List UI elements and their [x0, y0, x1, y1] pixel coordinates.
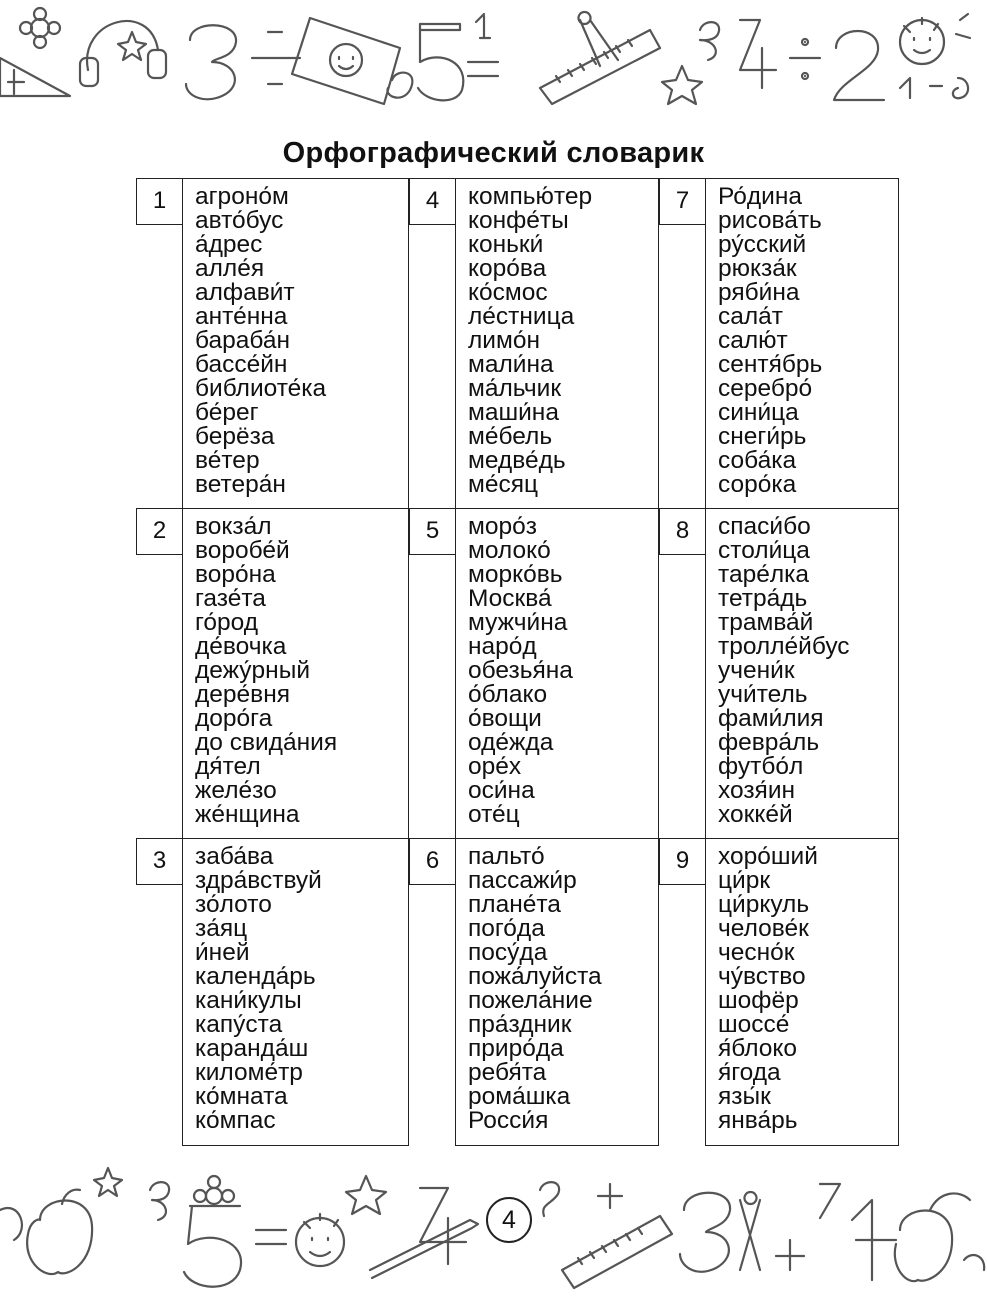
group-number-9: 9 [659, 838, 706, 885]
dictionary-word: ци́ркуль [718, 891, 810, 918]
dictionary-word: ме́сяц [468, 471, 539, 498]
dictionary-word: сини́ца [718, 399, 799, 426]
dictionary-word: календа́рь [195, 963, 316, 990]
dictionary-word: пого́да [468, 915, 545, 942]
dictionary-word: ци́рк [718, 867, 771, 894]
dictionary-word: маши́на [468, 399, 559, 426]
dictionary-word: ребя́та [468, 1059, 547, 1086]
dictionary-word: дежу́рный [195, 657, 311, 684]
dictionary-word: чесно́к [718, 939, 795, 966]
word-list-4 [455, 178, 659, 509]
dictionary-word: за́яц [195, 915, 248, 942]
dictionary-word: здра́вствуй [195, 867, 322, 894]
dictionary-word: рюкза́к [718, 255, 797, 282]
dictionary-word: сала́т [718, 303, 784, 330]
dictionary-word: пожа́луйста [468, 963, 602, 990]
dictionary-word: ме́бель [468, 423, 553, 450]
dictionary-word: мали́на [468, 351, 554, 378]
word-list-5 [455, 508, 659, 839]
dictionary-word: де́вочка [195, 633, 287, 660]
dictionary-word: пра́здник [468, 1011, 572, 1038]
dictionary-word: ко́смос [468, 279, 548, 306]
dictionary-word: а́дрес [195, 231, 263, 258]
dictionary-word: воробе́й [195, 537, 290, 564]
group-number-4: 4 [409, 178, 456, 225]
dictionary-word: Москва́ [468, 585, 552, 612]
dictionary-word: анте́нна [195, 303, 288, 330]
dictionary-word: оси́на [468, 777, 535, 804]
dictionary-word: го́род [195, 609, 259, 636]
dictionary-word: соба́ка [718, 447, 797, 474]
dictionary-word: ма́льчик [468, 375, 562, 402]
dictionary-word: желе́зо [195, 777, 277, 804]
dictionary-word: чу́вство [718, 963, 806, 990]
dictionary-word: о́вощи [468, 705, 542, 732]
dictionary-word: фами́лия [718, 705, 824, 732]
dictionary-word: язы́к [718, 1083, 771, 1110]
dictionary-word: столи́ца [718, 537, 810, 564]
dictionary-word: дере́вня [195, 681, 290, 708]
word-list-9 [705, 838, 899, 1146]
dictionary-word: коньки́ [468, 231, 544, 258]
dictionary-word: тетра́дь [718, 585, 808, 612]
dictionary-word: ле́стница [468, 303, 575, 330]
dictionary-word: оте́ц [468, 801, 520, 828]
word-list-8 [705, 508, 899, 839]
dictionary-word: ко́мпас [195, 1107, 276, 1134]
dictionary-word: хозя́ин [718, 777, 796, 804]
word-list-3 [182, 838, 409, 1146]
dictionary-word: февра́ль [718, 729, 820, 756]
header-doodles-art [0, 0, 987, 112]
dictionary-word: рома́шка [468, 1083, 571, 1110]
dictionary-word: и́ней [195, 939, 250, 966]
dictionary-word: бассе́йн [195, 351, 288, 378]
dictionary-word: коро́ва [468, 255, 547, 282]
dictionary-word: бе́рег [195, 399, 259, 426]
dictionary-word: доро́га [195, 705, 273, 732]
dictionary-word: Росси́я [468, 1107, 549, 1134]
word-list-7 [705, 178, 899, 509]
page-title: Орфографический словарик [282, 137, 705, 170]
dictionary-word: янва́рь [718, 1107, 798, 1134]
page-number: 4 [486, 1197, 532, 1243]
dictionary-word: обезья́на [468, 657, 573, 684]
group-number-3: 3 [136, 838, 183, 885]
dictionary-word: ко́мната [195, 1083, 288, 1110]
group-number-8: 8 [659, 508, 706, 555]
group-number-7: 7 [659, 178, 706, 225]
dictionary-word: серебро́ [718, 375, 813, 402]
dictionary-word: шофёр [718, 987, 799, 1014]
dictionary-word: библиоте́ка [195, 375, 327, 402]
dictionary-word: приро́да [468, 1035, 564, 1062]
dictionary-word: дя́тел [195, 753, 261, 780]
dictionary-word: мужчи́на [468, 609, 568, 636]
group-number-2: 2 [136, 508, 183, 555]
dictionary-word: моро́з [468, 513, 537, 540]
dictionary-word: лимо́н [468, 327, 540, 354]
dictionary-word: учи́тель [718, 681, 808, 708]
dictionary-word: соро́ка [718, 471, 797, 498]
dictionary-word: молоко́ [468, 537, 551, 564]
dictionary-word: таре́лка [718, 561, 810, 588]
word-list-2 [182, 508, 409, 839]
dictionary-word: до свида́ния [195, 729, 338, 756]
dictionary-word: ру́сский [718, 231, 807, 258]
dictionary-word: кани́кулы [195, 987, 302, 1014]
dictionary-word: конфе́ты [468, 207, 569, 234]
dictionary-word: морко́вь [468, 561, 563, 588]
dictionary-word: берёза [195, 423, 275, 450]
dictionary-word: пожела́ние [468, 987, 593, 1014]
dictionary-word: же́нщина [195, 801, 300, 828]
dictionary-word: я́блоко [718, 1035, 798, 1062]
dictionary-word: капу́ста [195, 1011, 283, 1038]
dictionary-word: пальто́ [468, 843, 545, 870]
dictionary-word: ве́тер [195, 447, 260, 474]
dictionary-word: сентя́брь [718, 351, 823, 378]
dictionary-word: шоссе́ [718, 1011, 790, 1038]
group-number-5: 5 [409, 508, 456, 555]
dictionary-word: оре́х [468, 753, 522, 780]
dictionary-word: авто́бус [195, 207, 284, 234]
dictionary-grid [134, 178, 899, 1146]
group-number-1: 1 [136, 178, 183, 225]
dictionary-word: я́года [718, 1059, 781, 1086]
dictionary-word: агроно́м [195, 183, 289, 210]
dictionary-word: хоро́ший [718, 843, 818, 870]
dictionary-word: пассажи́р [468, 867, 577, 894]
dictionary-word: ветера́н [195, 471, 286, 498]
dictionary-word: хокке́й [718, 801, 793, 828]
dictionary-word: Ро́дина [718, 183, 803, 210]
dictionary-word: алле́я [195, 255, 265, 282]
dictionary-word: тролле́йбус [718, 633, 850, 660]
dictionary-word: трамва́й [718, 609, 814, 636]
group-number-6: 6 [409, 838, 456, 885]
dictionary-word: спаси́бо [718, 513, 811, 540]
dictionary-word: снеги́рь [718, 423, 807, 450]
dictionary-word: вокза́л [195, 513, 272, 540]
dictionary-word: о́блако [468, 681, 548, 708]
dictionary-word: футбо́л [718, 753, 804, 780]
dictionary-word: посу́да [468, 939, 548, 966]
dictionary-word: ряби́на [718, 279, 800, 306]
dictionary-word: рисова́ть [718, 207, 822, 234]
dictionary-word: каранда́ш [195, 1035, 309, 1062]
dictionary-word: медве́дь [468, 447, 566, 474]
dictionary-word: компью́тер [468, 183, 593, 210]
dictionary-word: зо́лото [195, 891, 272, 918]
dictionary-word: учени́к [718, 657, 795, 684]
word-list-1 [182, 178, 409, 509]
word-list-6 [455, 838, 659, 1146]
dictionary-word: оде́жда [468, 729, 554, 756]
dictionary-word: киломе́тр [195, 1059, 303, 1086]
dictionary-word: воро́на [195, 561, 276, 588]
dictionary-word: плане́та [468, 891, 561, 918]
dictionary-word: заба́ва [195, 843, 274, 870]
dictionary-word: челове́к [718, 915, 809, 942]
dictionary-word: бараба́н [195, 327, 290, 354]
dictionary-word: газе́та [195, 585, 266, 612]
header-doodles [0, 0, 987, 112]
dictionary-word: наро́д [468, 633, 537, 660]
dictionary-word: салю́т [718, 327, 788, 354]
dictionary-word: алфави́т [195, 279, 295, 306]
